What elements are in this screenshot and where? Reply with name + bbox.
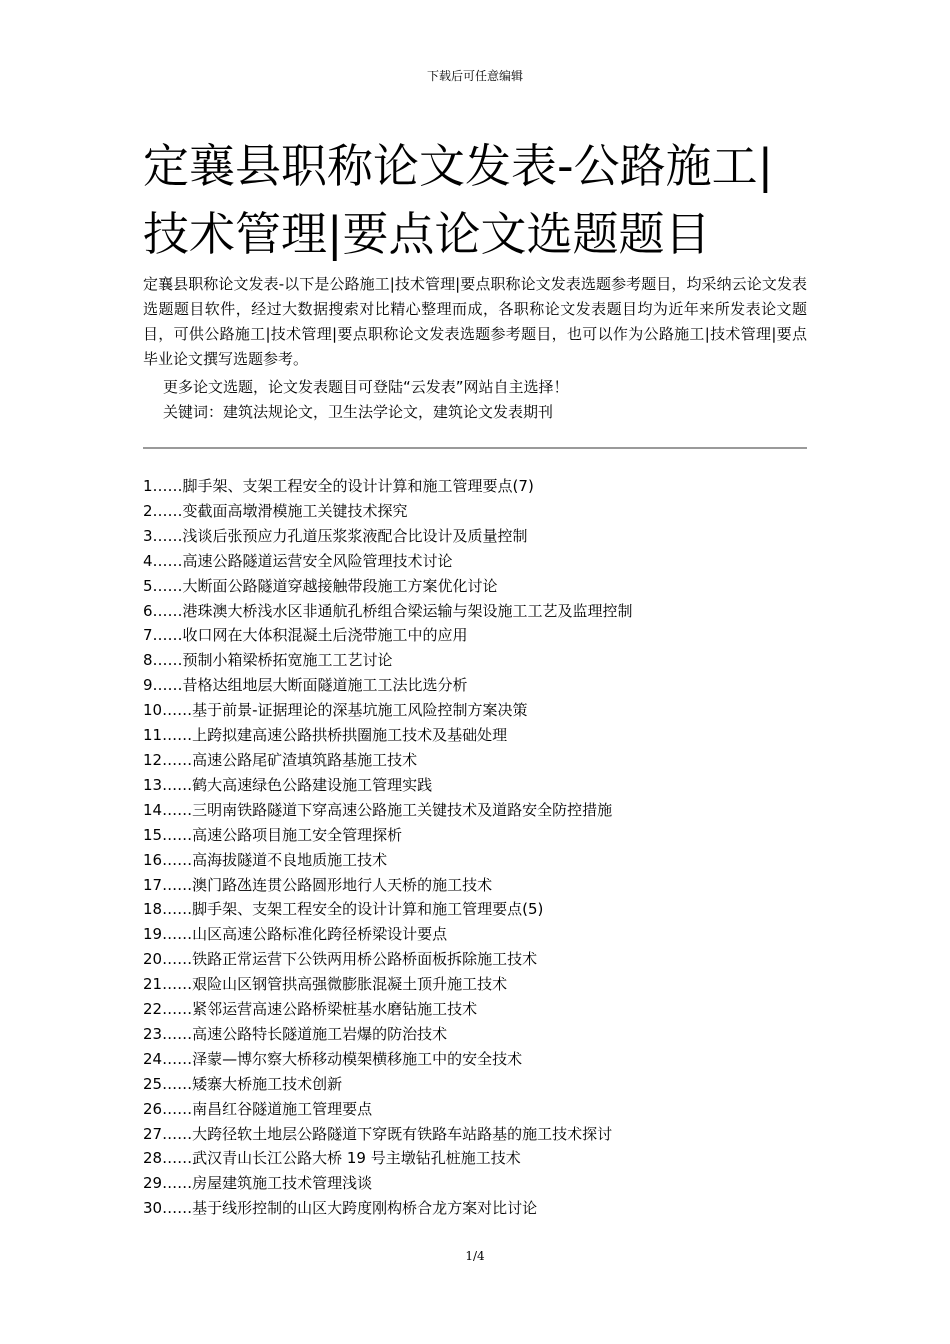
- topic-item: 14……三明南铁路隧道下穿高速公路施工关键技术及道路安全防控措施: [143, 800, 613, 819]
- topic-item: 6……港珠澳大桥浅水区非通航孔桥组合梁运输与架设施工工艺及监理控制: [143, 601, 633, 620]
- topic-item: 23……高速公路特长隧道施工岩爆的防治技术: [143, 1024, 448, 1043]
- topic-item: 2……变截面高墩滑模施工关键技术探究: [143, 501, 408, 520]
- topic-item: 11……上跨拟建高速公路拱桥拱圈施工技术及基础处理: [143, 726, 508, 745]
- topic-item: 18……脚手架、支架工程安全的设计计算和施工管理要点(5): [143, 900, 544, 919]
- topic-item: 1……脚手架、支架工程安全的设计计算和施工管理要点(7): [143, 477, 534, 495]
- topic-item: 30……基于线形控制的山区大跨度刚构桥合龙方案对比讨论: [143, 1199, 538, 1218]
- topic-item: 21……艰险山区钢管拱高强微膨胀混凝土顶升施工技术: [143, 975, 508, 994]
- topic-item: 17……澳门路氹连贯公路圆形地行人天桥的施工技术: [143, 875, 493, 894]
- page-header: 下载后可任意编辑: [426, 69, 523, 83]
- topic-item: 16……高海拔隧道不良地质施工技术: [143, 850, 388, 869]
- topic-item: 27……大跨径软土地层公路隧道下穿既有铁路车站路基的施工技术探讨: [143, 1124, 613, 1143]
- topic-item: 20……铁路正常运营下公铁两用桥公路桥面板拆除施工技术: [143, 950, 538, 969]
- keywords-line: 关键词：建筑法规论文，卫生法学论文，建筑论文发表期刊: [163, 403, 554, 421]
- page-number: 1/4: [465, 1249, 485, 1263]
- topic-item: 8……预制小箱梁桥拓宽施工工艺讨论: [143, 651, 393, 670]
- document-title: 定襄县职称论文发表-公路施工|技术管理|要点论文选题题目: [143, 139, 774, 261]
- topic-item: 3……浅谈后张预应力孔道压浆浆液配合比设计及质量控制: [143, 526, 528, 545]
- topic-item: 5……大断面公路隧道穿越接触带段施工方案优化讨论: [143, 576, 498, 595]
- topic-item: 4……高速公路隧道运营安全风险管理技术讨论: [143, 551, 453, 570]
- topic-item: 25……矮寨大桥施工技术创新: [143, 1074, 343, 1093]
- topic-item: 28……武汉青山长江公路大桥 19 号主墩钻孔桩施工技术: [143, 1149, 521, 1168]
- topic-item: 19……山区高速公路标准化跨径桥梁设计要点: [143, 925, 448, 944]
- topic-item: 9……昔格达组地层大断面隧道施工工法比选分析: [143, 676, 468, 695]
- more-topics-note: 更多论文选题，论文发表题目可登陆“云发表”网站自主选择！: [163, 378, 569, 396]
- section-divider: [143, 447, 807, 449]
- topic-list: [143, 474, 807, 1221]
- topic-item: 7……收口网在大体积混凝土后浇带施工中的应用: [143, 626, 468, 645]
- topic-item: 12……高速公路尾矿渣填筑路基施工技术: [143, 750, 418, 769]
- topic-item: 22……紧邻运营高速公路桥梁桩基水磨钻施工技术: [143, 1000, 478, 1019]
- topic-item: 24……泽蒙—博尔察大桥移动模架横移施工中的安全技术: [143, 1049, 523, 1068]
- topic-item: 29……房屋建筑施工技术管理浅谈: [143, 1174, 373, 1193]
- topic-item: 13……鹤大高速绿色公路建设施工管理实践: [143, 775, 433, 794]
- intro-paragraph: 定襄县职称论文发表-以下是公路施工|技术管理|要点职称论文发表选题参考题目，均采纳云论文发表选题题目软件，经过大数据搜索对比精心整理而成，各职称论文发表题目均为近年来所发表论文题目，可供公路施工|技术管理|要点职称论文发表选题参考题目，也可以作为公路施工|技术管理|要点毕业论文撰写选题参考。: [143, 275, 807, 368]
- topic-item: 26……南昌红谷隧道施工管理要点: [143, 1099, 373, 1118]
- topic-item: 15……高速公路项目施工安全管理探析: [143, 825, 403, 844]
- topic-item: 10……基于前景-证据理论的深基坑施工风险控制方案决策: [143, 701, 528, 720]
